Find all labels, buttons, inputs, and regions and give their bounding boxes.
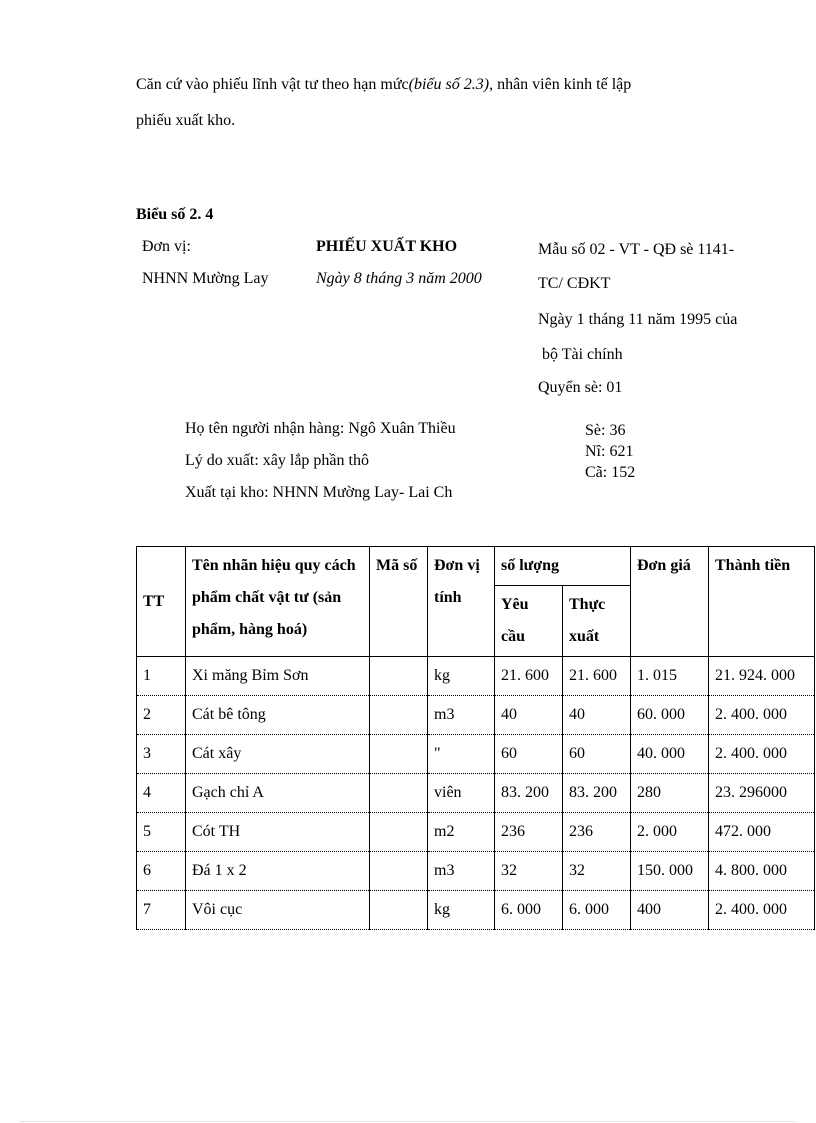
cell-code bbox=[370, 813, 428, 852]
table-row bbox=[137, 813, 815, 852]
cell-unit: kg bbox=[428, 891, 495, 930]
header-price: Đơn giá bbox=[631, 547, 709, 657]
cell-price: 280 bbox=[631, 774, 709, 813]
table-row bbox=[137, 657, 815, 696]
cell-tt: 3 bbox=[137, 735, 186, 774]
cell-tt: 2 bbox=[137, 696, 186, 735]
cell-actual: 32 bbox=[563, 852, 631, 891]
cell-requested: 83. 200 bbox=[495, 774, 563, 813]
cell-amount: 4. 800. 000 bbox=[709, 852, 815, 891]
header-requested: Yêu cầu bbox=[495, 586, 563, 657]
cell-tt: 1 bbox=[137, 657, 186, 696]
table-row bbox=[137, 891, 815, 930]
unit-name: NHNN Mường Lay bbox=[142, 270, 269, 287]
cell-actual: 236 bbox=[563, 813, 631, 852]
cell-name: Xi măng Bỉm Sơn bbox=[186, 657, 370, 696]
cell-name: Cót TH bbox=[186, 813, 370, 852]
cell-name: Đá 1 x 2 bbox=[186, 852, 370, 891]
cell-name: Cát xây bbox=[186, 735, 370, 774]
form-code-line-2: TC/ CĐKT bbox=[538, 275, 611, 292]
cell-name: Vôi cục bbox=[186, 891, 370, 930]
table-row bbox=[137, 696, 815, 735]
cell-price: 1. 015 bbox=[631, 657, 709, 696]
cell-requested: 60 bbox=[495, 735, 563, 774]
header-amount: Thành tiền bbox=[709, 547, 815, 657]
cell-amount: 472. 000 bbox=[709, 813, 815, 852]
cell-unit: kg bbox=[428, 657, 495, 696]
issue-date: Ngày 8 tháng 3 năm 2000 bbox=[316, 270, 482, 287]
form-code-line-1: Mẫu số 02 - VT - QĐ sè 1141- bbox=[538, 241, 735, 258]
cell-amount: 2. 400. 000 bbox=[709, 891, 815, 930]
intro-line-2: phiếu xuất kho. bbox=[136, 112, 236, 129]
header-quantity: số lượng bbox=[495, 547, 631, 586]
cell-name: Gạch chỉ A bbox=[186, 774, 370, 813]
book-number: Quyển sè: 01 bbox=[538, 379, 623, 396]
cell-requested: 32 bbox=[495, 852, 563, 891]
cell-unit: m3 bbox=[428, 852, 495, 891]
intro-text-a: Căn cứ vào phiếu lĩnh vật tư theo hạn mức bbox=[136, 76, 409, 93]
table-body bbox=[137, 657, 815, 930]
cell-amount: 23. 296000 bbox=[709, 774, 815, 813]
cell-requested: 21. 600 bbox=[495, 657, 563, 696]
intro-reference: (biểu số 2.3) bbox=[408, 76, 490, 93]
cell-code bbox=[370, 891, 428, 930]
intro-line-1 bbox=[136, 76, 631, 94]
table-row bbox=[137, 735, 815, 774]
cell-tt: 5 bbox=[137, 813, 186, 852]
header-unit: Đơn vị tính bbox=[428, 547, 495, 657]
form-ministry-line: bộ Tài chính bbox=[542, 346, 623, 363]
cell-code bbox=[370, 735, 428, 774]
cell-code bbox=[370, 657, 428, 696]
table-row bbox=[137, 852, 815, 891]
unit-label: Đơn vị: bbox=[142, 238, 191, 255]
cell-code bbox=[370, 852, 428, 891]
cell-tt: 6 bbox=[137, 852, 186, 891]
cell-requested: 6. 000 bbox=[495, 891, 563, 930]
cell-requested: 40 bbox=[495, 696, 563, 735]
cell-unit: m3 bbox=[428, 696, 495, 735]
header-tt: TT bbox=[137, 547, 186, 657]
cell-price: 400 bbox=[631, 891, 709, 930]
cell-actual: 21. 600 bbox=[563, 657, 631, 696]
table-row bbox=[137, 774, 815, 813]
cell-price: 150. 000 bbox=[631, 852, 709, 891]
issue-table bbox=[136, 546, 815, 930]
cell-unit: viên bbox=[428, 774, 495, 813]
cell-amount: 21. 924. 000 bbox=[709, 657, 815, 696]
page-title: PHIẾU XUẤT KHO bbox=[316, 238, 458, 255]
header-name: Tên nhãn hiệu quy cách phẩm chất vật tư (sản phẩm, hàng hoá) bbox=[186, 547, 370, 657]
cell-amount: 2. 400. 000 bbox=[709, 696, 815, 735]
cell-price: 60. 000 bbox=[631, 696, 709, 735]
cell-amount: 2. 400. 000 bbox=[709, 735, 815, 774]
cell-actual: 40 bbox=[563, 696, 631, 735]
issue-reason: Lý do xuất: xây lắp phần thô bbox=[185, 452, 369, 469]
cell-tt: 4 bbox=[137, 774, 186, 813]
cell-price: 40. 000 bbox=[631, 735, 709, 774]
cell-actual: 6. 000 bbox=[563, 891, 631, 930]
cell-actual: 60 bbox=[563, 735, 631, 774]
cell-name: Cát bê tông bbox=[186, 696, 370, 735]
cell-code bbox=[370, 696, 428, 735]
table-header-row bbox=[137, 547, 815, 586]
cell-tt: 7 bbox=[137, 891, 186, 930]
cell-requested: 236 bbox=[495, 813, 563, 852]
form-date-line: Ngày 1 tháng 11 năm 1995 của bbox=[538, 311, 738, 328]
cell-actual: 83. 200 bbox=[563, 774, 631, 813]
header-actual: Thực xuất bbox=[563, 586, 631, 657]
warehouse: Xuất tại kho: NHNN Mường Lay- Lai Ch bbox=[185, 484, 453, 501]
page-footer-divider bbox=[20, 1121, 796, 1122]
cell-unit: " bbox=[428, 735, 495, 774]
cell-unit: m2 bbox=[428, 813, 495, 852]
cell-code bbox=[370, 774, 428, 813]
intro-text-b: , nhân viên kinh tế lập bbox=[489, 76, 632, 93]
header-code: Mã số bbox=[370, 547, 428, 657]
credit-account: Cã: 152 bbox=[585, 464, 636, 481]
debit-account: Nî: 621 bbox=[585, 443, 634, 460]
voucher-number: Sè: 36 bbox=[585, 422, 626, 439]
cell-price: 2. 000 bbox=[631, 813, 709, 852]
receiver-name: Họ tên người nhận hàng: Ngô Xuân Thiều bbox=[185, 420, 456, 437]
figure-caption: Biểu số 2. 4 bbox=[136, 206, 214, 223]
